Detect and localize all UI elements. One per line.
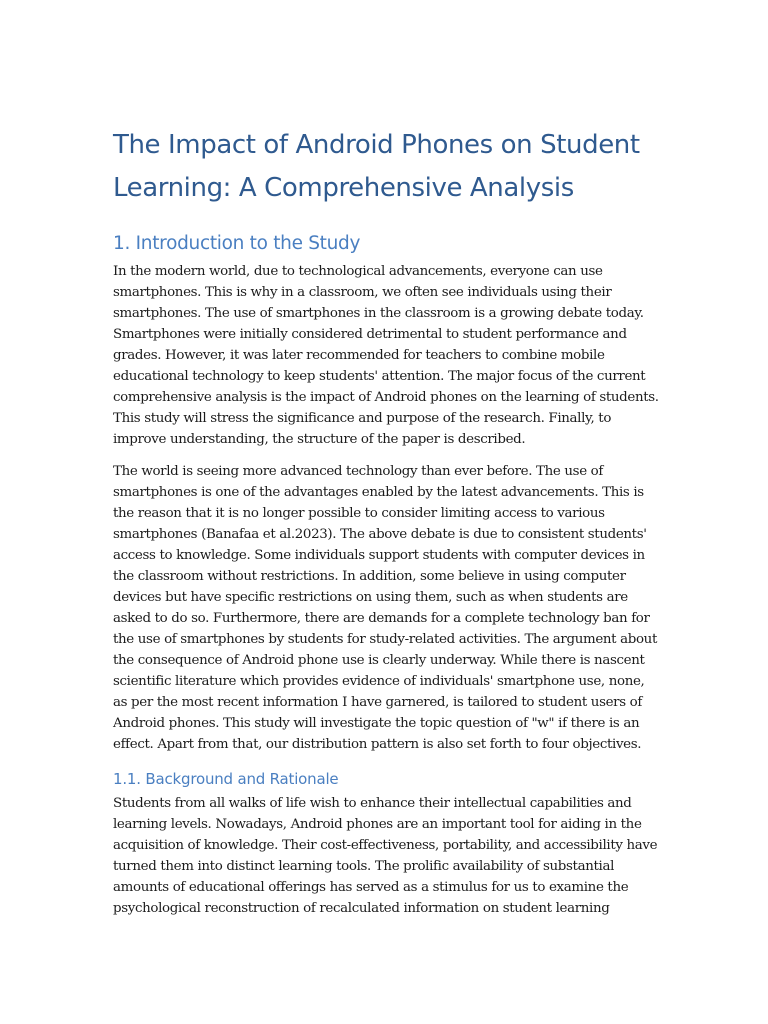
document-title: The Impact of Android Phones on Student Learning: A Comprehensive Analysis [113, 130, 640, 203]
paragraph: Students from all walks of life wish to enhance their intellectual capabilities and learning levels. Nowadays, Android phones are an important tool for aiding in the acquisition of knowledge. Their cost-effectiveness, portability, and accessibility have turned them into distinct learning tools. The prolific availability of substantial amounts of educational offerings has served as a stimulus for us to examine the psychological reconstruction of recalculated information on student learning [113, 796, 658, 916]
paragraph: The world is seeing more advanced technology than ever before. The use of smartphones is one of the advantages enabled by the latest advancements. This is the reason that it is no longer possible to consider limiting access to various smartphones (Banafaa et al.2023). The above debate is due to consistent students' access to knowledge. Some individuals support students with computer devices in the classroom without restrictions. In addition, some believe in using computer devices but have specific restrictions on using them, such as when students are asked to do so. Furthermore, there are demands for a complete technology ban for the use of smartphones by students for study-related activities. The argument about the consequence of Android phone use is clearly underway. While there is nascent scientific literature which provides evidence of individuals' smartphone use, none, as per the most recent information I have garnered, is tailored to student users of Android phones. This study will investigate the topic question of "w" if there is an effect. Apart from that, our distribution pattern is also set forth to four objectives. [113, 464, 657, 752]
section-heading-introduction: 1. Introduction to the Study [113, 233, 361, 254]
subsection-heading-background: 1.1. Background and Rationale [113, 770, 339, 788]
document-body [113, 124, 661, 919]
paragraph: In the modern world, due to technological advancements, everyone can use smartphones. This is why in a classroom, we often see individuals using their smartphones. The use of smartphones in the classroom is a growing debate today. Smartphones were initially considered detrimental to student performance and grades. However, it was later recommended for teachers to combine mobile educational technology to keep students' attention. The major focus of the current comprehensive analysis is the impact of Android phones on the learning of students. This study will stress the significance and purpose of the research. Finally, to improve understanding, the structure of the paper is described. [113, 264, 659, 447]
